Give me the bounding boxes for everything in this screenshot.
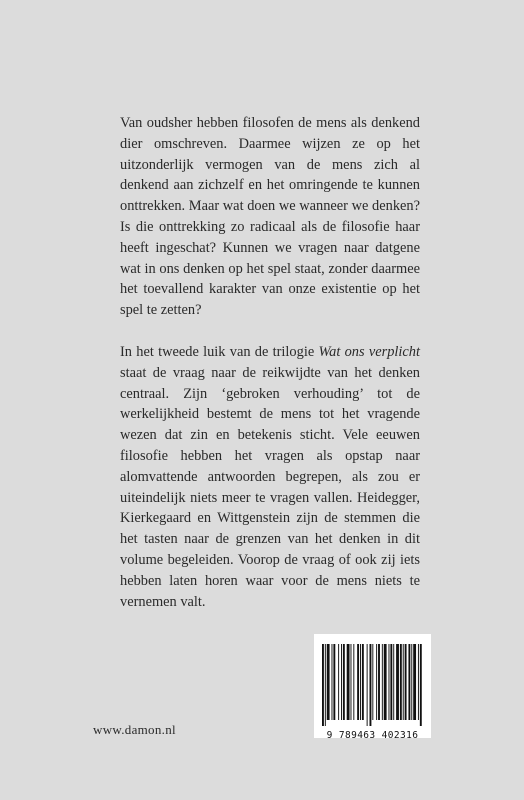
blurb-paragraph-2 bbox=[120, 342, 420, 612]
barcode-bar bbox=[411, 644, 412, 720]
barcode-bar bbox=[382, 644, 383, 720]
barcode-bar bbox=[347, 644, 350, 720]
barcode-bar bbox=[360, 644, 361, 720]
barcode-bar bbox=[367, 644, 368, 726]
barcode-bar bbox=[413, 644, 416, 720]
barcode-bar bbox=[384, 644, 387, 720]
barcode-bar bbox=[322, 644, 324, 726]
trilogy-title: Wat ons verplicht bbox=[318, 343, 420, 360]
blurb-paragraph-2-intro: In het tweede luik van de trilogie bbox=[120, 343, 319, 360]
barcode-bar bbox=[372, 644, 373, 720]
barcode-bar bbox=[351, 644, 352, 720]
barcode-bar bbox=[362, 644, 364, 720]
barcode-bar bbox=[389, 644, 390, 720]
barcode-bar bbox=[405, 644, 407, 720]
barcode-bar bbox=[333, 644, 335, 720]
barcode-bar bbox=[393, 644, 394, 720]
barcode-bar bbox=[400, 644, 402, 720]
barcode-bar bbox=[341, 644, 342, 720]
barcode-bar bbox=[343, 644, 345, 720]
barcode-bar bbox=[408, 644, 410, 720]
barcode-bar bbox=[418, 644, 419, 720]
barcode-bars bbox=[320, 644, 425, 726]
barcode-bar bbox=[378, 644, 380, 720]
blurb-text bbox=[120, 113, 420, 612]
barcode-bar bbox=[376, 644, 377, 720]
barcode-bar bbox=[353, 644, 354, 720]
isbn-barcode bbox=[314, 634, 431, 741]
barcode-bar bbox=[338, 644, 339, 720]
barcode-bar bbox=[396, 644, 399, 720]
barcode-bar bbox=[325, 644, 326, 726]
barcode-bar bbox=[332, 644, 333, 720]
blurb-paragraph-1: Van oudsher hebben filosofen de mens als denkend dier omschreven. Daarmee wijzen ze op het uitzonderlijk vermogen van de mens zich al denkend aan zichzelf en het omringende te kunnen onttrekken. Maar wat doen we wanneer we denken? Is die onttrekking zo radicaal als de filosofie haar heeft ingeschat? Kunnen we vragen naar datgene wat in ons denken op het spel staat, zonder daarmee het toevallend karakter van onze existentie op het spel te zetten? bbox=[120, 115, 420, 319]
barcode-bar bbox=[370, 644, 372, 726]
isbn-number: 9 789463 402316 bbox=[326, 730, 419, 741]
barcode-bar bbox=[327, 644, 330, 720]
publisher-website: www.damon.nl bbox=[93, 722, 176, 737]
blurb-paragraph-2-body: staat de vraag naar de reikwijdte van het denken centraal. Zijn ‘gebroken verhouding’ tot de werkelijkheid bestemt de mens tot het vragende wezen dat zin en betekenis sticht. Vele eeuwen filosofie hebben het vragen als opstap naar alomvattende antwoorden begrepen, als zou er uiteindelijk niets meer te vragen vallen. Heidegger, Kierkegaard en Wittgenstein zijn de stemmen die het tasten naar de grenzen van het denken in dit volume begeleiden. Voorop de vraag of ook zij iets hebben laten horen waar voor de mens niets te vernemen valt. bbox=[120, 364, 420, 610]
barcode-bar bbox=[390, 644, 392, 720]
barcode-bar bbox=[420, 644, 422, 726]
barcode-bar bbox=[403, 644, 404, 720]
barcode-bar bbox=[357, 644, 359, 720]
